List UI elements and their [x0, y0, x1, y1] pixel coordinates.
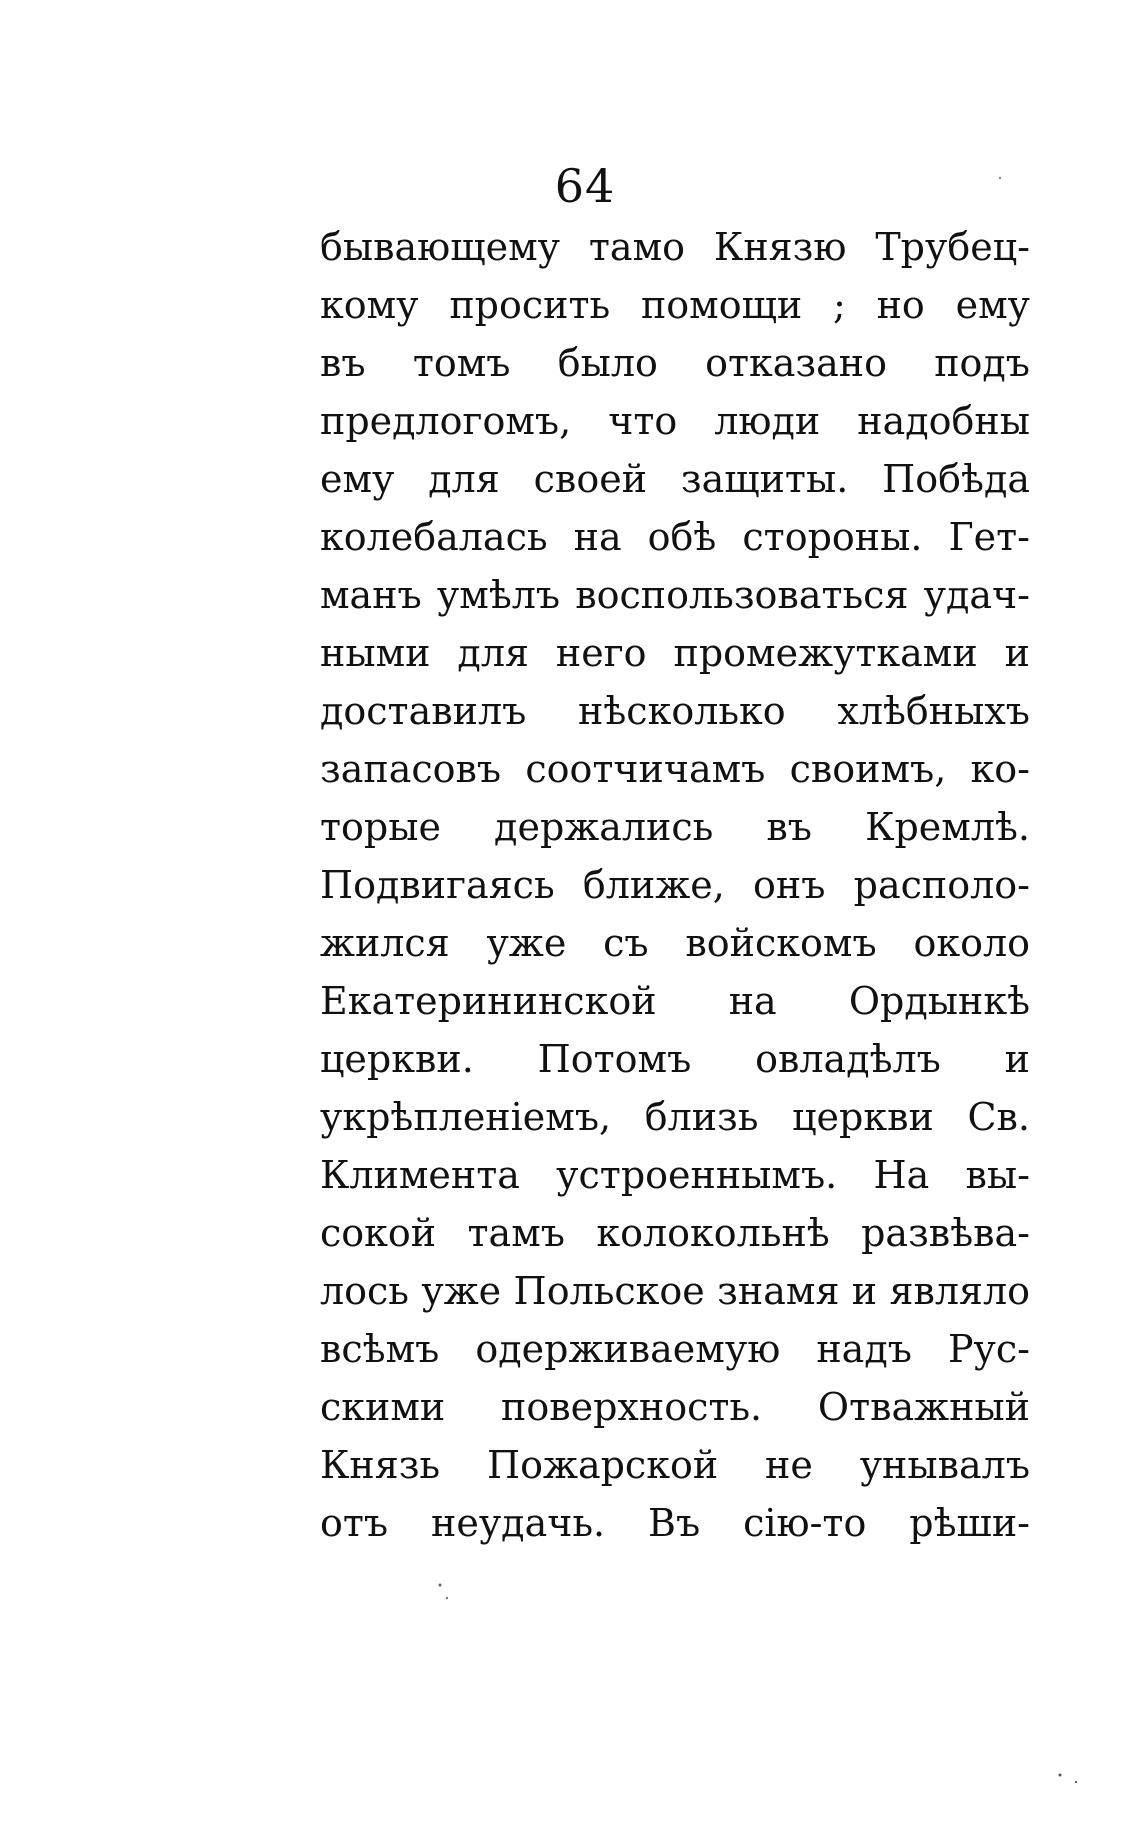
speck-mark [1059, 1774, 1062, 1777]
text-line: въ томъ было отказано подъ [320, 341, 1030, 385]
page-number: 64 [554, 159, 616, 213]
text-line: Князь Пожарской не унывалъ [320, 1443, 1030, 1487]
text-line: ему для своей защиты. Побѣда [320, 457, 1030, 501]
speck-mark [446, 1597, 448, 1599]
text-line: торые держались въ Кремлѣ. [320, 805, 1030, 849]
text-line: Климента устроеннымъ. На вы- [320, 1153, 1030, 1197]
text-line: предлогомъ, что люди надобны [320, 399, 1030, 443]
text-line: бывающему тамо Князю Трубец- [320, 225, 1030, 269]
text-line: запасовъ соотчичамъ своимъ, ко- [320, 747, 1030, 791]
speck-mark [439, 1584, 442, 1587]
text-line: всѣмъ одерживаемую надъ Рус- [320, 1327, 1030, 1371]
text-line: лось уже Польское знамя и являло [320, 1269, 1030, 1313]
text-line: Подвигаясь ближе, онъ располо- [320, 863, 1030, 907]
text-line: ными для него промежутками и [320, 631, 1030, 675]
text-line: сокой тамъ колокольнѣ развѣва- [320, 1211, 1030, 1255]
text-line: церкви. Потомъ овладѣлъ и [320, 1037, 1030, 1081]
text-line: отъ неудачь. Въ сію-то рѣши- [320, 1501, 1030, 1545]
text-line: жился уже съ войскомъ около [320, 921, 1030, 965]
text-line: скими поверхность. Отважный [320, 1385, 1030, 1429]
text-line: Екатерининской на Ордынкѣ [320, 979, 1030, 1023]
text-line: манъ умѣлъ воспользоваться удач- [320, 573, 1030, 617]
text-line: колебалась на обѣ стороны. Гет- [320, 515, 1030, 559]
speck-mark [1075, 1781, 1077, 1783]
body-text [320, 218, 1030, 1552]
text-line: кому просить помощи ; но ему [320, 283, 1030, 327]
text-line: доставилъ нѣсколько хлѣбныхъ [320, 689, 1030, 733]
text-line: укрѣпленіемъ, близь церкви Св. [320, 1095, 1030, 1139]
